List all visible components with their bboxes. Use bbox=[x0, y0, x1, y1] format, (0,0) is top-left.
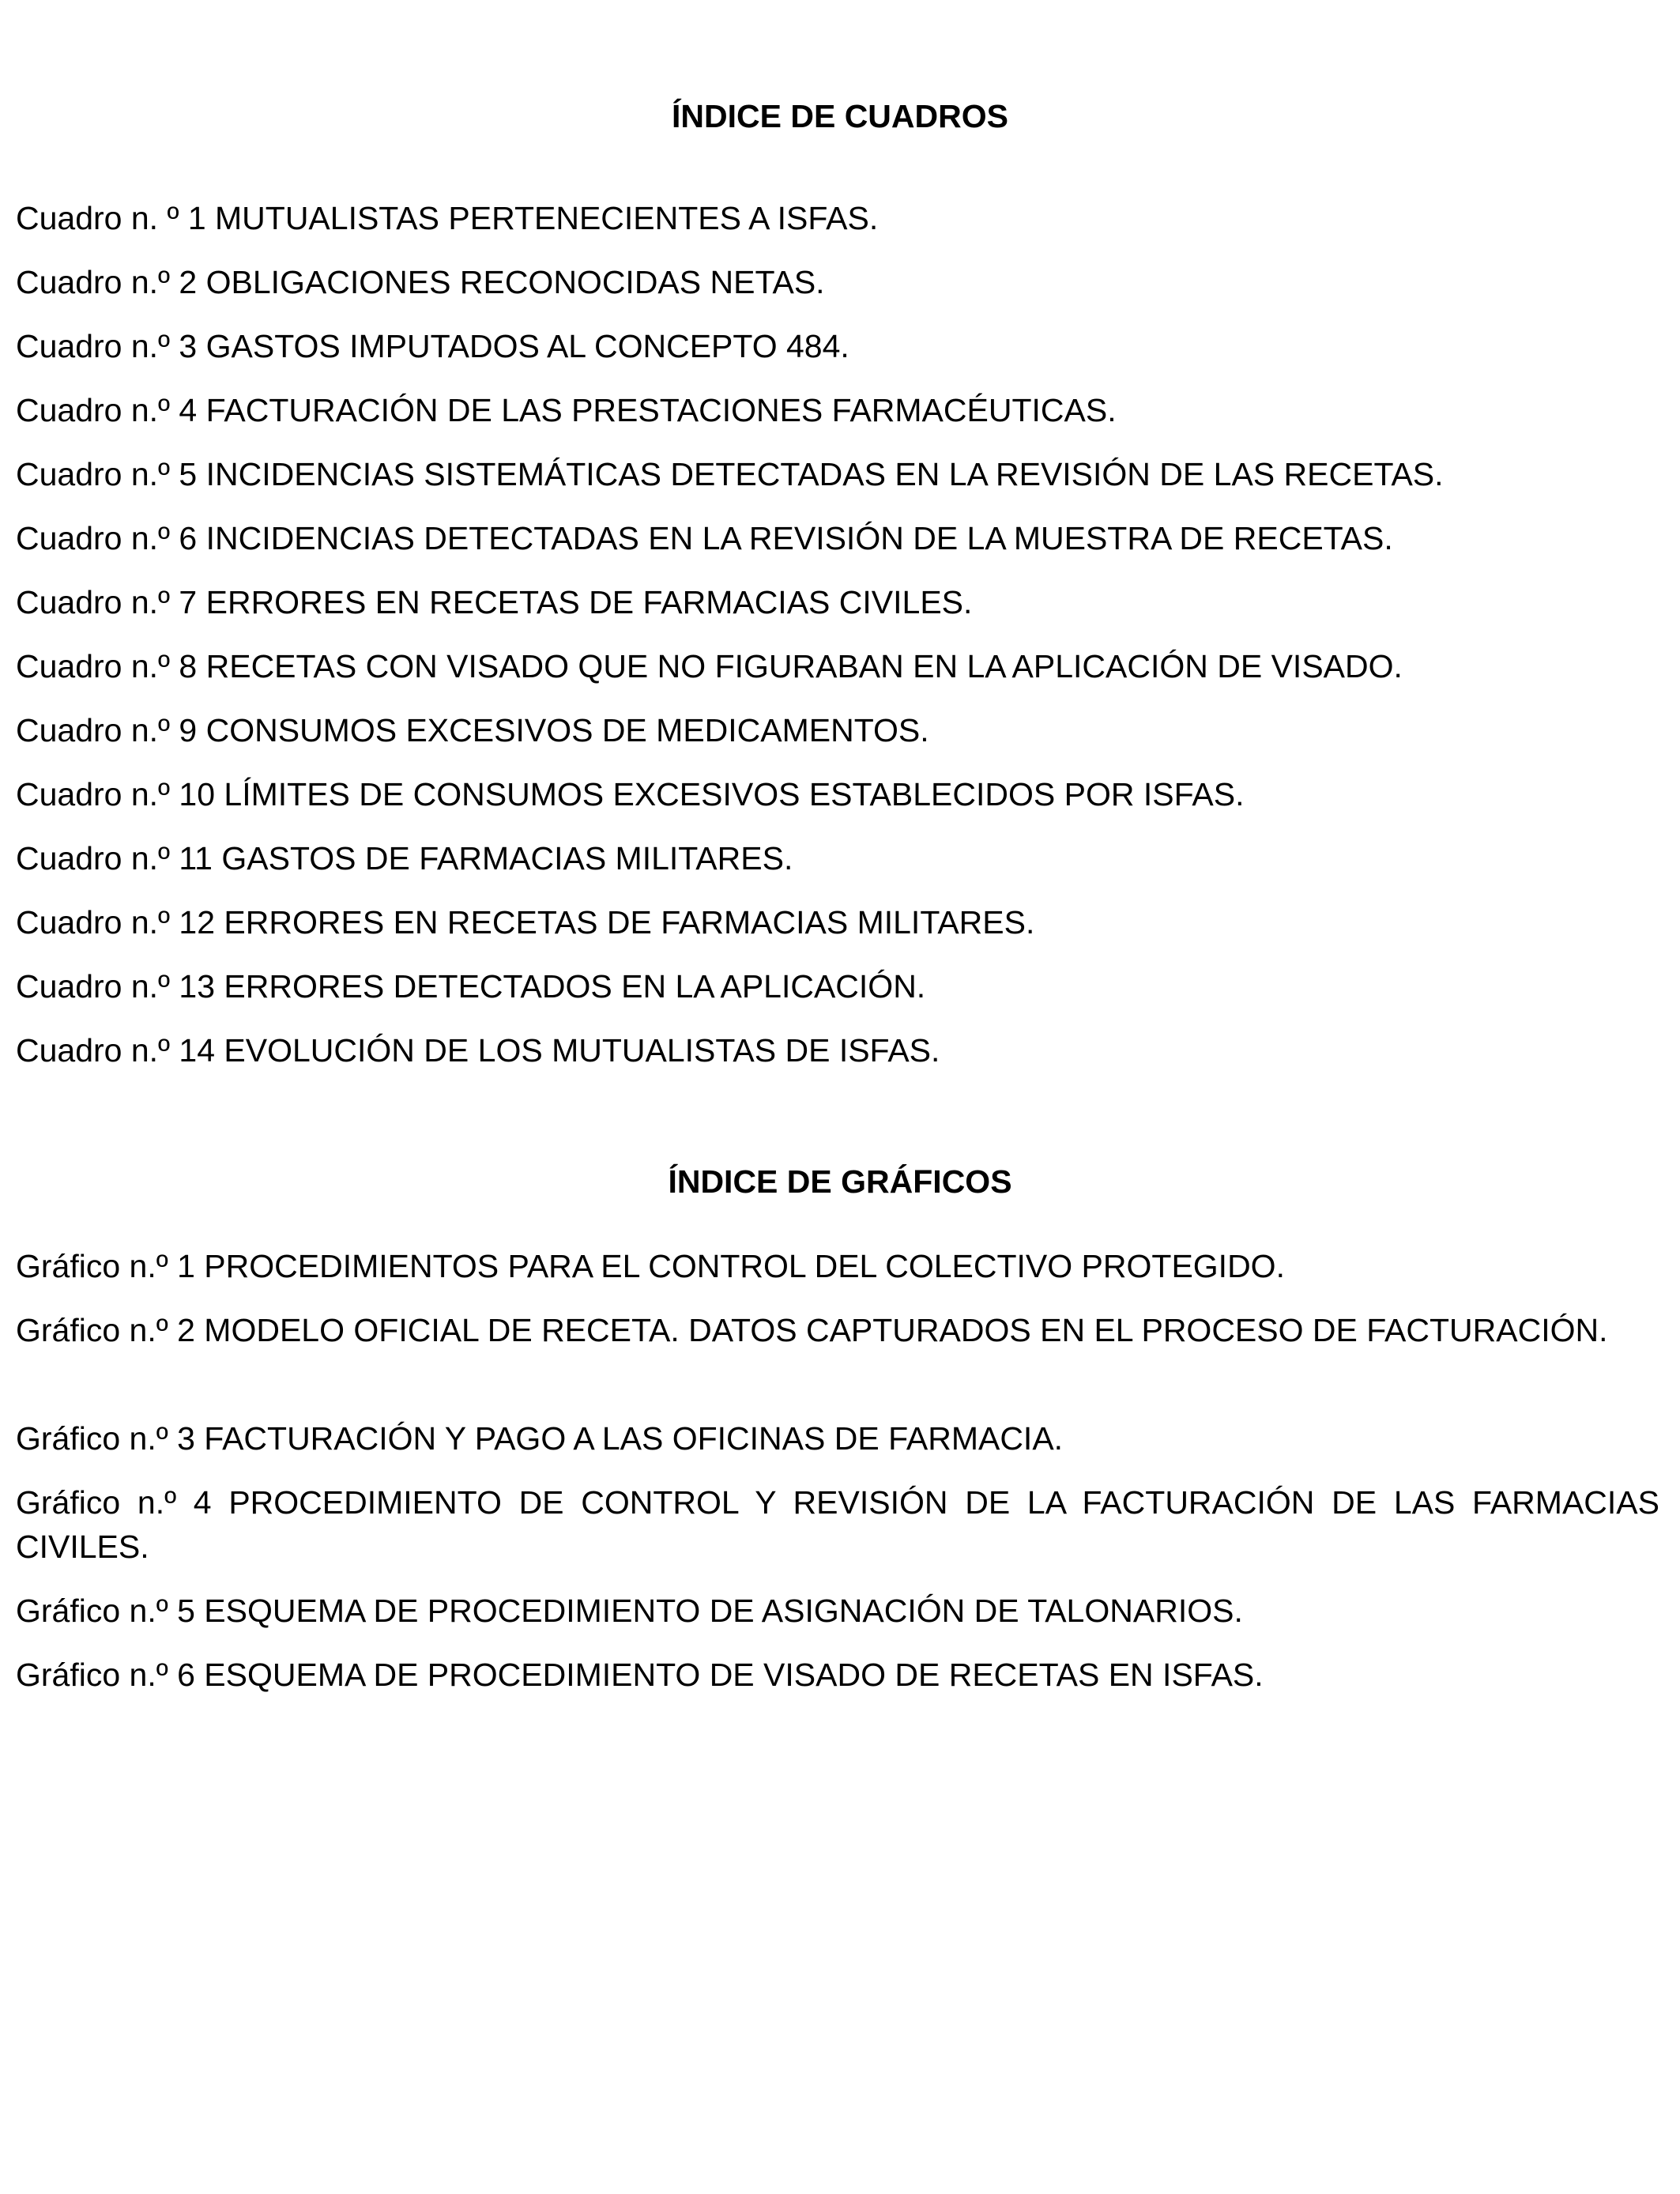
graficos-heading: ÍNDICE DE GRÁFICOS bbox=[668, 1163, 1012, 1200]
cuadros-heading: ÍNDICE DE CUADROS bbox=[672, 98, 1008, 134]
grafico-entry-1: Gráfico n.º 1 PROCEDIMIENTOS PARA EL CONTROL DEL COLECTIVO PROTEGIDO. bbox=[16, 1248, 1285, 1284]
grafico-entry-6: Gráfico n.º 6 ESQUEMA DE PROCEDIMIENTO DE VISADO DE RECETAS EN ISFAS. bbox=[16, 1657, 1264, 1693]
cuadro-entry-13: Cuadro n.º 13 ERRORES DETECTADOS EN LA APLICACIÓN. bbox=[16, 968, 926, 1005]
cuadro-entry-14: Cuadro n.º 14 EVOLUCIÓN DE LOS MUTUALISTAS DE ISFAS. bbox=[16, 1032, 940, 1069]
cuadro-entry-1: Cuadro n. º 1 MUTUALISTAS PERTENECIENTES A ISFAS. bbox=[16, 200, 879, 236]
cuadro-entry-2: Cuadro n.º 2 OBLIGACIONES RECONOCIDAS NETAS. bbox=[16, 264, 825, 300]
cuadro-entry-9: Cuadro n.º 9 CONSUMOS EXCESIVOS DE MEDICAMENTOS. bbox=[16, 712, 929, 748]
cuadro-entry-10: Cuadro n.º 10 LÍMITES DE CONSUMOS EXCESIVOS ESTABLECIDOS POR ISFAS. bbox=[16, 776, 1245, 812]
cuadro-entry-8: Cuadro n.º 8 RECETAS CON VISADO QUE NO FIGURABAN EN LA APLICACIÓN DE VISADO. bbox=[16, 648, 1403, 684]
cuadro-entry-4: Cuadro n.º 4 FACTURACIÓN DE LAS PRESTACIONES FARMACÉUTICAS. bbox=[16, 392, 1117, 428]
grafico-entry-2: Gráfico n.º 2 MODELO OFICIAL DE RECETA. DATOS CAPTURADOS EN EL PROCESO DE FACTURACIÓN. bbox=[16, 1312, 1608, 1348]
cuadro-entry-11: Cuadro n.º 11 GASTOS DE FARMACIAS MILITARES. bbox=[16, 840, 793, 876]
cuadro-entry-7: Cuadro n.º 7 ERRORES EN RECETAS DE FARMACIAS CIVILES. bbox=[16, 584, 973, 620]
cuadro-entry-12: Cuadro n.º 12 ERRORES EN RECETAS DE FARMACIAS MILITARES. bbox=[16, 904, 1035, 941]
grafico-entry-5: Gráfico n.º 5 ESQUEMA DE PROCEDIMIENTO DE ASIGNACIÓN DE TALONARIOS. bbox=[16, 1593, 1243, 1629]
cuadro-entry-3: Cuadro n.º 3 GASTOS IMPUTADOS AL CONCEPTO 484. bbox=[16, 328, 849, 364]
cuadro-entry-5: Cuadro n.º 5 INCIDENCIAS SISTEMÁTICAS DETECTADAS EN LA REVISIÓN DE LAS RECETAS. bbox=[16, 456, 1444, 492]
grafico-entry-3: Gráfico n.º 3 FACTURACIÓN Y PAGO A LAS OFICINAS DE FARMACIA. bbox=[16, 1420, 1064, 1457]
grafico-entry-4: Gráfico n.º 4 PROCEDIMIENTO DE CONTROL Y REVISIÓN DE LA FACTURACIÓN DE LAS FARMACIAS CIVILES. bbox=[16, 1484, 1659, 1565]
cuadro-entry-6: Cuadro n.º 6 INCIDENCIAS DETECTADAS EN LA REVISIÓN DE LA MUESTRA DE RECETAS. bbox=[16, 520, 1393, 556]
